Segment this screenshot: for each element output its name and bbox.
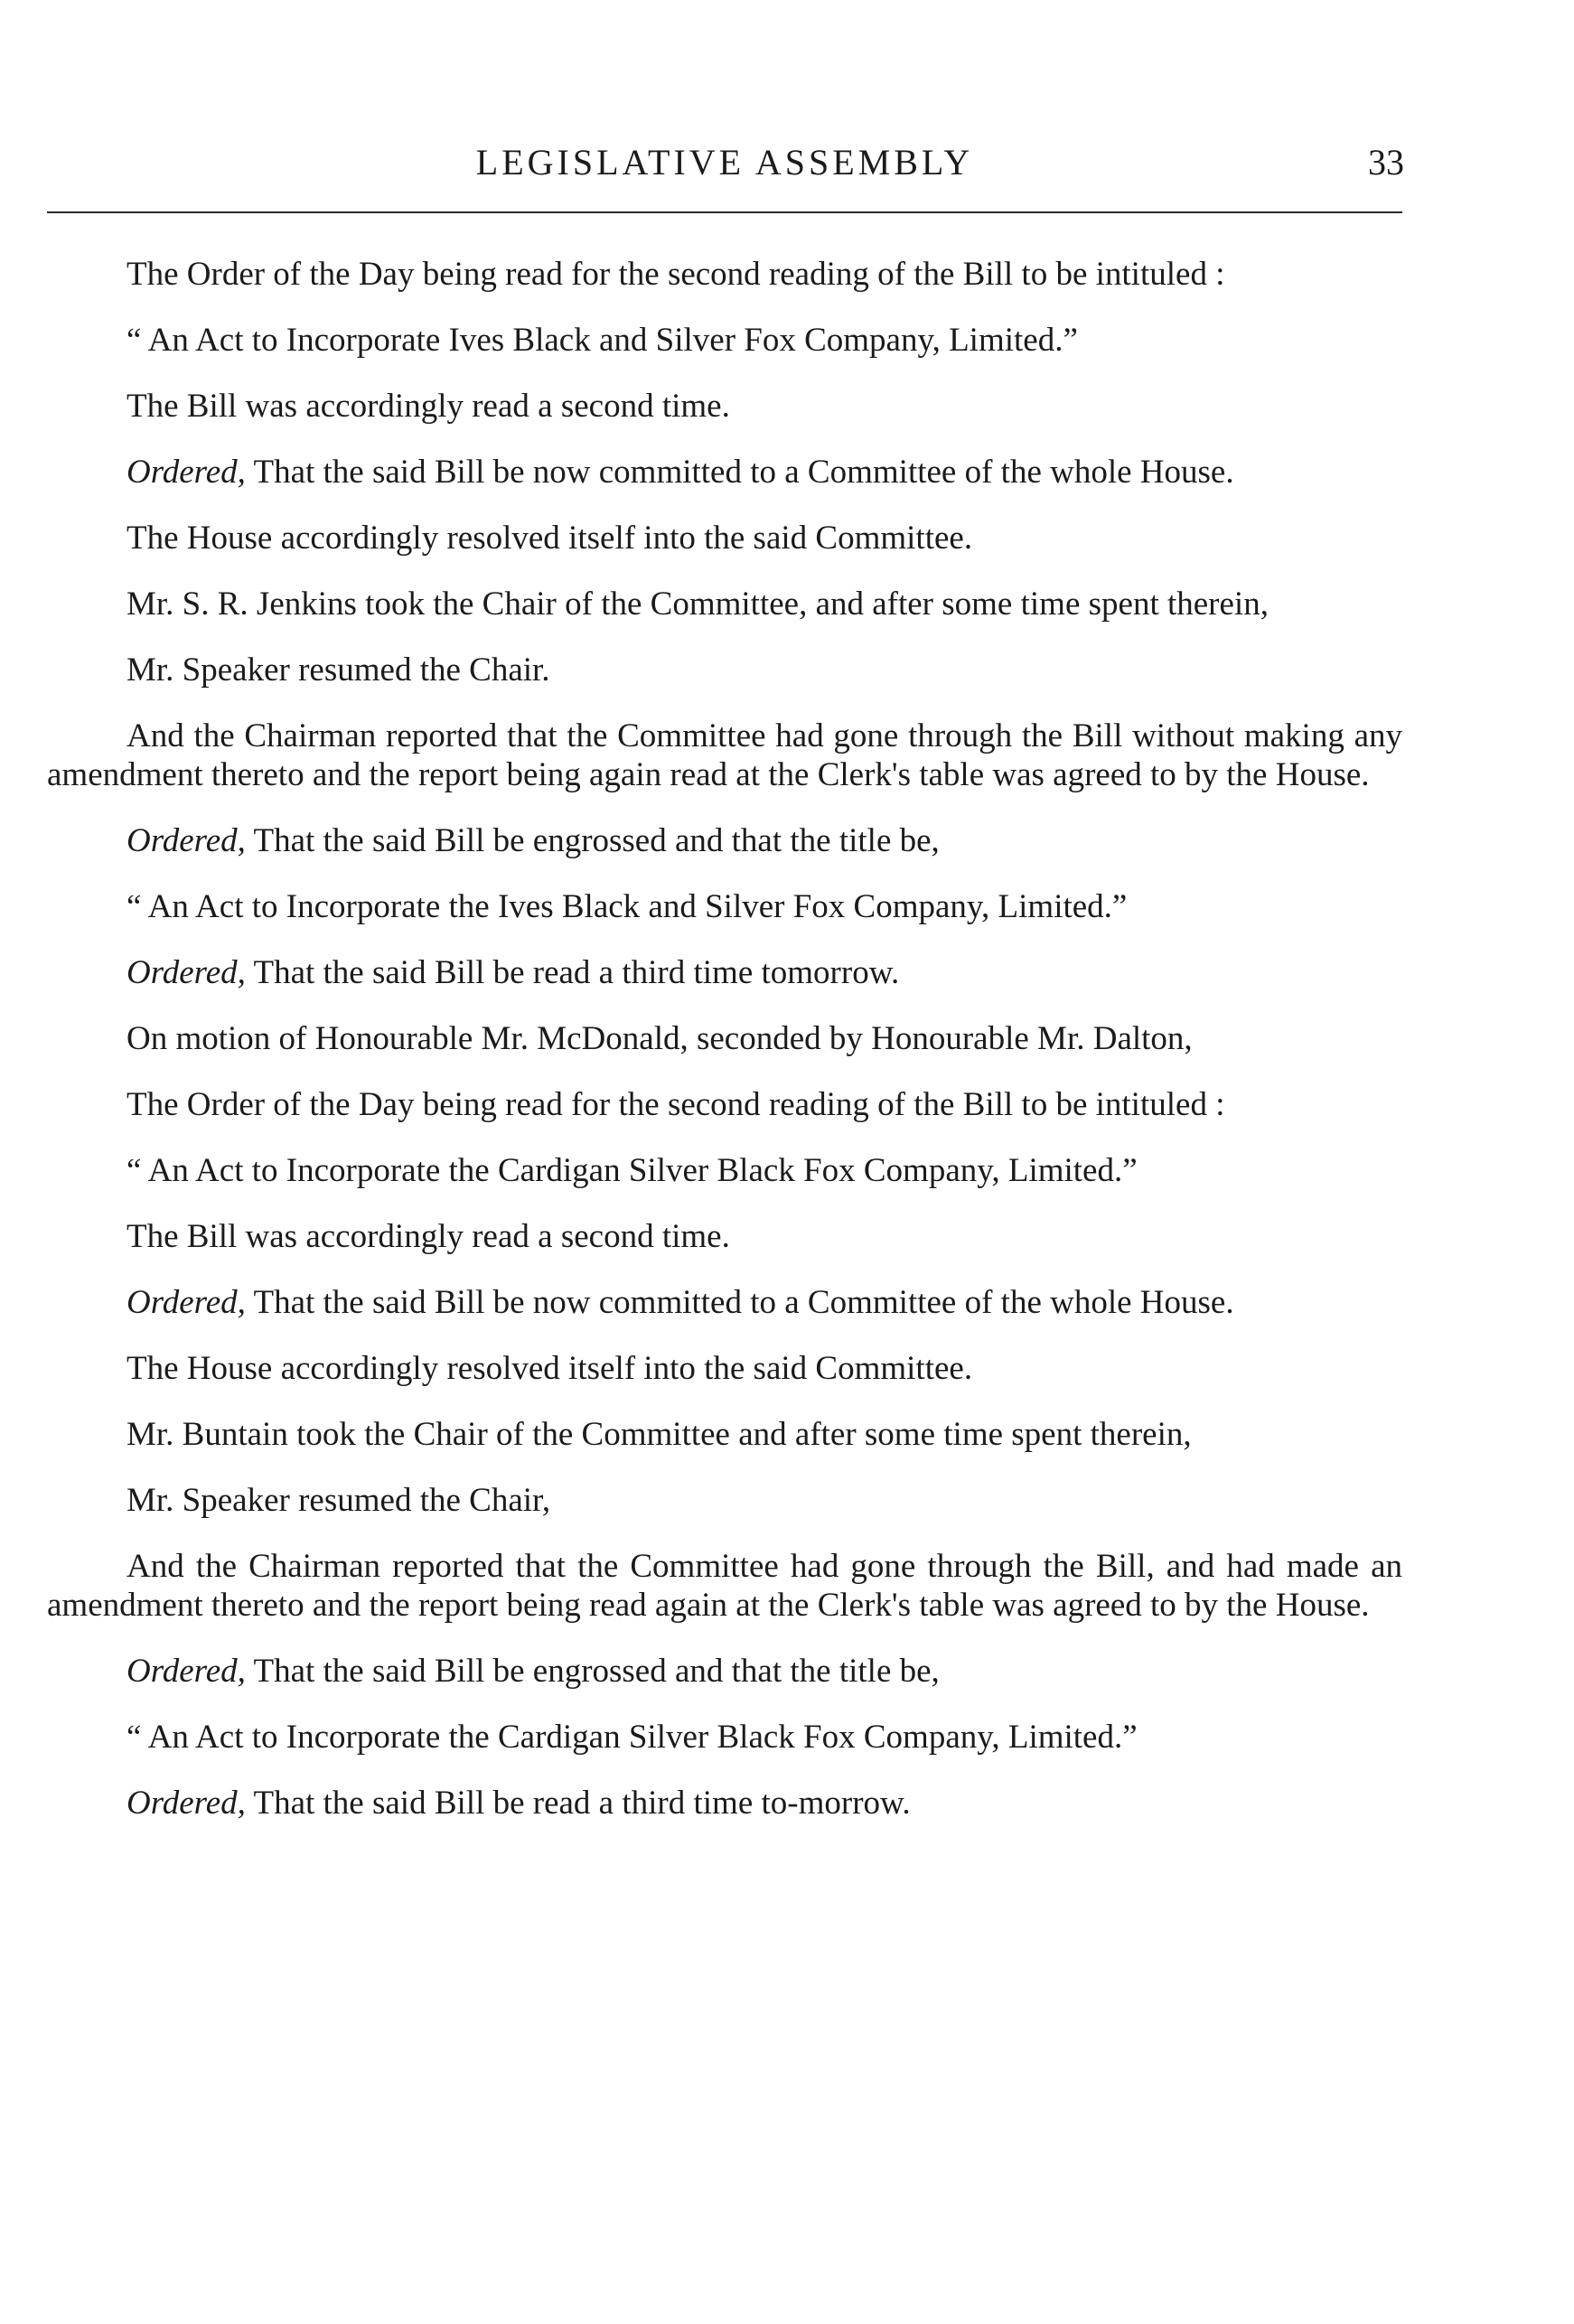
ordered-lead: Ordered, [126,1653,246,1690]
ordered-paragraph: Ordered, That the said Bill be now committed to a Committee of the whole House. [126,1284,1234,1321]
running-header [47,136,1402,190]
bill-title: “ An Act to Incorporate the Cardigan Silver Black Fox Company, Limited.” [126,1719,1138,1756]
paragraph: The Bill was accordingly read a second time. [126,1218,730,1255]
ordered-lead: Ordered, [126,822,246,859]
page-number: 33 [1368,142,1404,183]
ordered-lead: Ordered, [126,954,246,991]
bill-title: “ An Act to Incorporate the Cardigan Silver Black Fox Company, Limited.” [126,1152,1138,1189]
paragraph: And the Chairman reported that the Committee had gone through the Bill without making any amendment thereto and the report being again read at the Clerk's table was agreed to by the House. [47,717,1402,793]
paragraph: Mr. Buntain took the Chair of the Committee and after some time spent therein, [126,1416,1192,1453]
paragraph: The Bill was accordingly read a second time. [126,388,730,425]
ordered-paragraph: Ordered, That the said Bill be now committed to a Committee of the whole House. [126,454,1234,491]
ordered-lead: Ordered, [126,1284,246,1321]
paragraph: On motion of Honourable Mr. McDonald, seconded by Honourable Mr. Dalton, [126,1020,1193,1057]
paragraph: The Order of the Day being read for the second reading of the Bill to be intituled : [126,1086,1225,1123]
paragraph: Mr. S. R. Jenkins took the Chair of the Committee, and after some time spent therein, [126,586,1269,623]
journal-body [47,255,1402,1850]
paragraph: Mr. Speaker resumed the Chair, [126,1482,551,1519]
ordered-paragraph: Ordered, That the said Bill be engrossed and that the title be, [126,1653,940,1690]
paragraph: And the Chairman reported that the Committee had gone through the Bill, and had made an amendment thereto and the report being read again at the Clerk's table was agreed to by the House. [47,1548,1402,1624]
header-rule [47,211,1402,213]
bill-title: “ An Act to Incorporate the Ives Black and Silver Fox Company, Limited.” [126,888,1128,925]
paragraph: The House accordingly resolved itself into the said Committee. [126,1350,973,1387]
ordered-paragraph: Ordered, That the said Bill be read a third time to-morrow. [126,1785,911,1822]
paragraph: Mr. Speaker resumed the Chair. [126,651,550,689]
paragraph: The House accordingly resolved itself into the said Committee. [126,520,973,557]
bill-title: “ An Act to Incorporate Ives Black and Silver Fox Company, Limited.” [126,322,1078,359]
ordered-paragraph: Ordered, That the said Bill be read a third time tomorrow. [126,954,900,991]
ordered-lead: Ordered, [126,1785,246,1822]
page-header-title: LEGISLATIVE ASSEMBLY [475,142,974,183]
ordered-paragraph: Ordered, That the said Bill be engrossed and that the title be, [126,822,940,859]
paragraph: The Order of the Day being read for the second reading of the Bill to be intituled : [126,256,1225,293]
ordered-lead: Ordered, [126,454,246,491]
